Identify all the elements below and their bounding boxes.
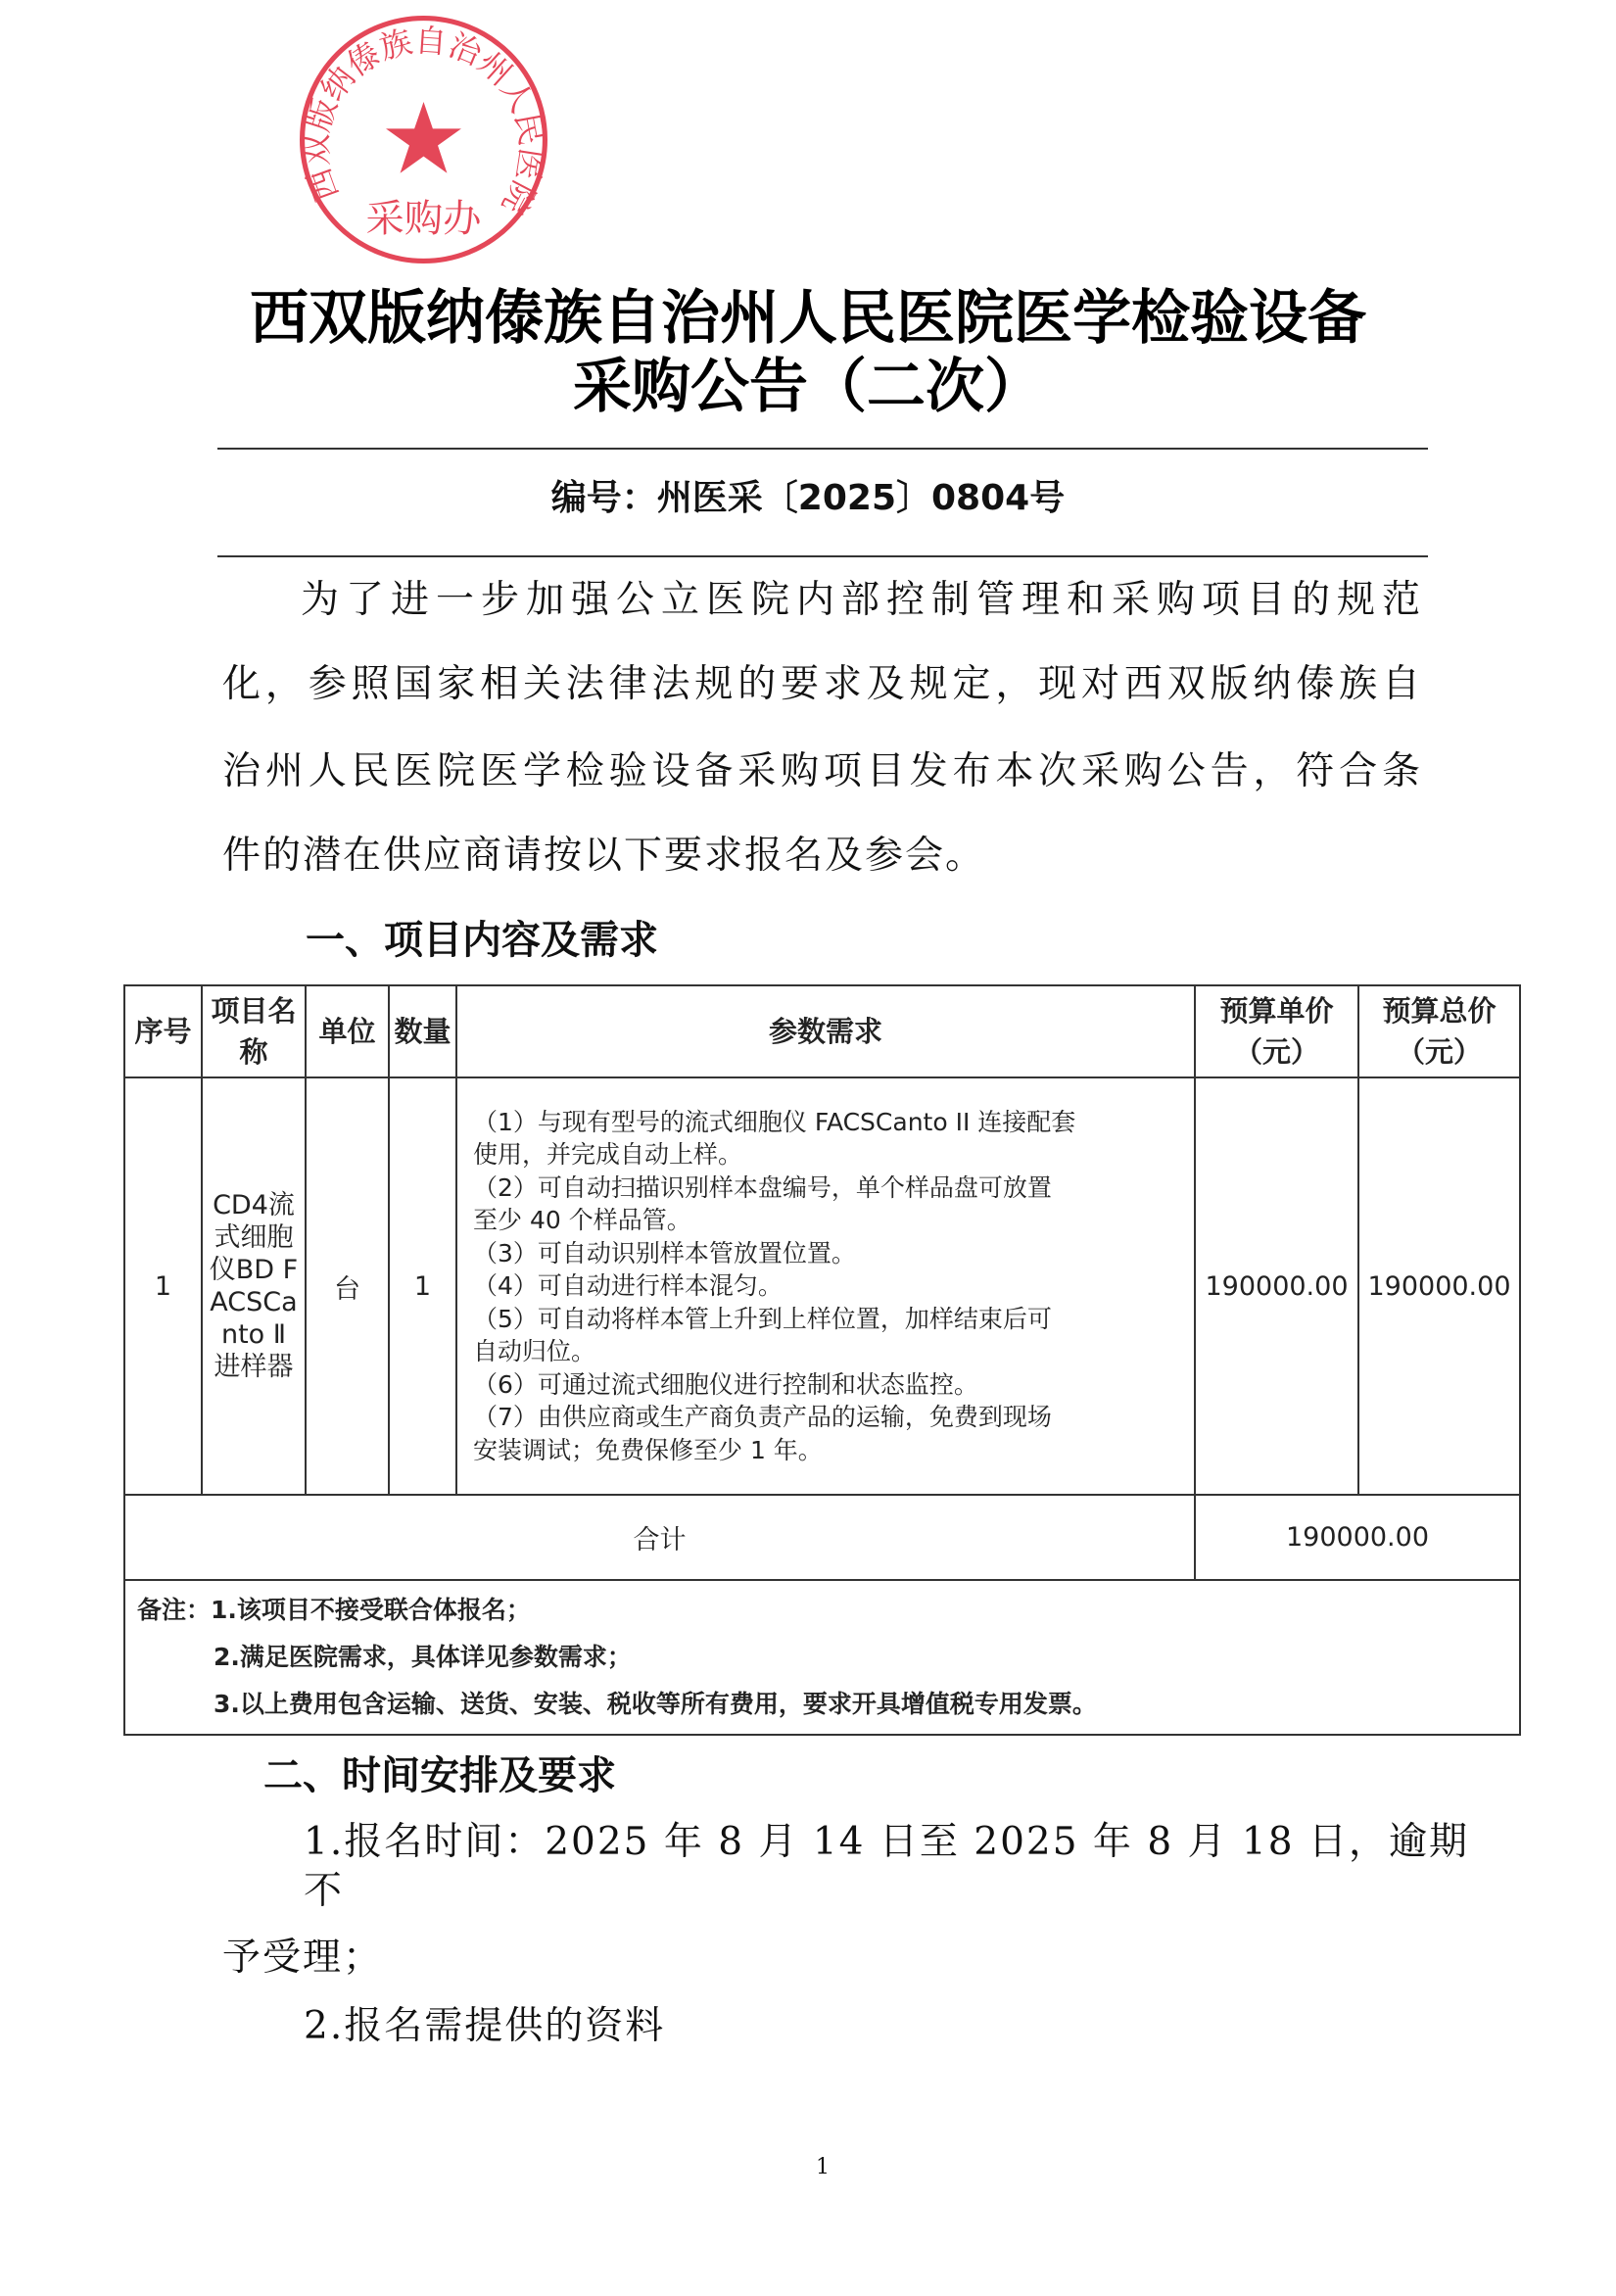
- total-label: 合计: [124, 1495, 1195, 1580]
- cell-unit: 台: [306, 1077, 389, 1495]
- page-title: [0, 284, 1616, 421]
- param-line: 至少 40 个样品管。: [473, 1206, 691, 1235]
- cell-quantity: 1: [389, 1077, 456, 1495]
- header-unit: 单位: [306, 985, 389, 1077]
- param-line: 安装调试；免费保修至少 1 年。: [473, 1435, 823, 1464]
- divider: [217, 555, 1428, 557]
- cell-item-name: CD4流式细胞仪BD FACSCanto Ⅱ进样器: [202, 1077, 306, 1495]
- param-line: （5）可自动将样本管上升到上样位置，加样结束后可: [473, 1304, 1052, 1333]
- header-no: 序号: [124, 985, 202, 1077]
- section-heading-2: 二、时间安排及要求: [263, 1753, 616, 1798]
- cell-parameters: [456, 1077, 1195, 1495]
- notes-row: [124, 1580, 1520, 1735]
- param-line: （7）由供应商或生产商负责产品的运输，免费到现场: [473, 1403, 1052, 1432]
- official-seal-stamp: [294, 10, 553, 269]
- intro-paragraph-line: 化，参照国家相关法律法规的要求及规定，现对西双版纳傣族自: [222, 662, 1422, 706]
- note-line: 备注：1.该项目不接受联合体报名；: [137, 1596, 531, 1624]
- note-line: 2.满足医院需求，具体详见参数需求；: [214, 1643, 632, 1671]
- document-number: 编号：州医采〔2025〕0804号: [550, 478, 1066, 518]
- note-line: 3.以上费用包含运输、送货、安装、税收等所有费用，要求开具增值税专用发票。: [214, 1690, 1097, 1718]
- page-number: 1: [816, 2155, 830, 2179]
- intro-paragraph-line: 件的潜在供应商请按以下要求报名及参会。: [222, 834, 986, 878]
- param-line: 自动归位。: [473, 1337, 596, 1366]
- header-parameters: 参数需求: [456, 985, 1195, 1077]
- content-flow: [123, 984, 1519, 2051]
- cell-no: 1: [124, 1077, 202, 1495]
- intro-paragraph-line: 治州人民医院医学检验设备采购项目发布本次采购公告，符合条: [222, 749, 1422, 793]
- intro-paragraph-line: 为了进一步加强公立医院内部控制管理和采购项目的规范: [301, 578, 1422, 622]
- divider: [217, 448, 1428, 450]
- table-row: [124, 1077, 1520, 1495]
- registration-time-line: 予受理；: [222, 1936, 384, 1980]
- star-icon: [386, 102, 461, 173]
- title-line-2: 采购公告（二次）: [573, 353, 1043, 421]
- header-quantity: 数量: [389, 985, 456, 1077]
- param-line: 使用，并完成自动上样。: [473, 1140, 743, 1170]
- procurement-table: [123, 984, 1521, 1736]
- section-heading-1: 一、项目内容及需求: [306, 918, 658, 963]
- header-item-name: 项目名称: [202, 985, 306, 1077]
- param-line: （6）可通过流式细胞仪进行控制和状态监控。: [473, 1369, 978, 1399]
- required-materials-line: 2.报名需提供的资料: [304, 2004, 666, 2048]
- param-line: （3）可自动识别样本管放置位置。: [473, 1238, 856, 1268]
- header-total-price: 预算总价（元）: [1358, 985, 1520, 1077]
- table-header-row: [124, 985, 1520, 1077]
- param-line: （2）可自动扫描识别样本盘编号，单个样品盘可放置: [473, 1172, 1052, 1202]
- svg-text:采购办: 采购办: [365, 197, 482, 242]
- param-line: （4）可自动进行样本混匀。: [473, 1271, 783, 1301]
- total-row: [124, 1495, 1520, 1580]
- header-unit-price: 预算单价（元）: [1195, 985, 1358, 1077]
- total-value: 190000.00: [1195, 1495, 1520, 1580]
- notes-cell: [124, 1580, 1520, 1735]
- title-line-1: 西双版纳傣族自治州人民医院医学检验设备: [250, 284, 1366, 353]
- registration-time-line: 1.报名时间：2025 年 8 月 14 日至 2025 年 8 月 18 日，逾期不: [304, 1820, 1469, 1913]
- cell-unit-price: 190000.00: [1195, 1077, 1358, 1495]
- param-line: （1）与现有型号的流式细胞仪 FACSCanto II 连接配套: [473, 1107, 1076, 1136]
- svg-text:西双版纳傣族自治州人民医院: 西双版纳傣族自治州人民医院: [297, 22, 550, 221]
- cell-total-price: 190000.00: [1358, 1077, 1520, 1495]
